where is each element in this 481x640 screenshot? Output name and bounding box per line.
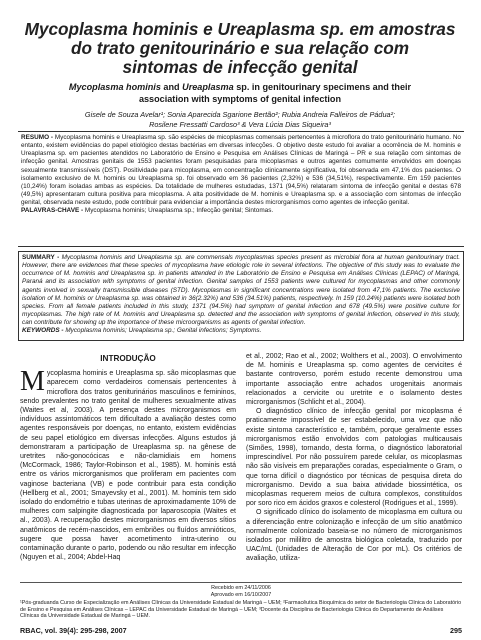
summary-box xyxy=(18,251,464,341)
authors-line-2: Rosilene Fressatti Cardoso³ & Vera Lúcia Dias Siqueira³ xyxy=(149,119,331,129)
right-paragraph-3: O significado clínico do isolamento de micoplasma em cultura ou a diferenciação entre colonização e infecção de um sítio anatômico normalmente colonizado baseia-se no número de microrganismos isolados por mililitro de amostra biológica coletada, traduzido por UAC/mL (Unidades de Alteração de Cor por mL). Os critérios de avaliação, utiliza- xyxy=(246,509,462,563)
keywords-label: KEYWORDS - xyxy=(22,327,64,335)
page-number: 295 xyxy=(450,626,462,635)
resumo-text: Mycoplasma hominis e Ureaplasma sp. são espécies de micoplasmas comensais pertencentes à microflora do trato genitourinário humano. No entanto, existem evidências do papel etiológico destas bactérias em diversas infecções. O objetivo deste estudo foi avaliar a ocorrência de M. hominis e Ureaplasma sp. em pacientes atendidos no Laboratório de Ensino e Pesquisa em Análises Clínicas de Maringá – PR e sua relação com sintomas de infecção genital. Amostras genitais de 1553 pacientes foram pesquisadas para micoplasmas e outros agentes comumente envolvidos em doenças sexualmente transmissíveis (DST). Positividade para micoplasma, em concentração clinicamente significativa, foi observada em 47,1% dos pacientes. O isolamento exclusivo de M. hominis ou Ureaplasma sp. foi observado em 36 pacientes (2,32%) e 536 (34,51%), respectivamente. Em 159 pacientes (10,24%) foram isoladas ambas as espécies. Da totalidade de mulheres estudadas, 1371 (94,5%) relataram sintoma de infecção genital e destas 678 (49,5%) apresentaram cultura positiva para micoplasma. A alta positividade de M. hominis e Ureaplasma sp. e a associação com sintomas de infecção genital, observada neste estudo, pode contribuir para evidenciar a importância destes microrganismos como agentes de infecção genital. xyxy=(21,134,461,207)
right-paragraph-2: O diagnóstico clínico de infecção genital por micoplasma é praticamente impossível de ser estabelecido, uma vez que não existe sintoma característico e, também, porque geralmente esses microrganismos estão envolvidos com patologias multicausais (Simões, 1998), tornando, desta forma, o diagnóstico laboratorial imprescindível. Por não possuírem parede celular, os micoplasmas não são visíveis em preparações coradas, especialmente o Gram, o que torna difícil o diagnóstico por técnicas de pesquisa direta do microrganismo. Devido a sua baixa atividade biossintética, os micoplasmas requerem meios de cultura complexos, constituídos por soro rico em ácidos graxos e colesterol (Rodrigues et al., 1999). xyxy=(246,408,462,508)
summary-label: SUMMARY - xyxy=(22,254,60,261)
affiliation-note: ¹Pós-graduanda Curso de Especialização em Análises Clínicas da Universidade Estadual de Maringá – UEM; ²Farmacêutica Bioquímica do setor de Bacteriologia Clínica do Laboratório de Ensino e Pesquisa em Análises Clínicas – LEPAC da Universidade Estadual de Maringá – UEM; ³Docente da Disciplina de Bacteriologia Clínica do Departamento de Análises Clínicas da Universidade Estadual de Maringá – UEM. xyxy=(20,600,462,620)
english-title xyxy=(22,82,458,105)
page-footer xyxy=(20,626,462,635)
right-column xyxy=(246,352,462,564)
approved-date: Aprovado em 16/10/2007 xyxy=(210,591,272,598)
intro-heading: INTRODUÇÃO xyxy=(100,354,156,363)
footnotes xyxy=(20,582,462,620)
palavras-chave-text: Mycoplasma hominis; Ureaplasma sp.; Infecção genital; Sintomas. xyxy=(83,207,274,215)
title-line-1: Mycoplasma hominis e Ureaplasma sp. em amostras xyxy=(24,19,456,39)
received-date: Recebido em 24/11/2006 xyxy=(211,585,271,591)
palavras-chave-label: PALAVRAS-CHAVE - xyxy=(21,207,84,215)
intro-paragraph-1: Mycoplasma hominis e Ureaplasma sp. são micoplasmas que aparecem como verdadeiros comensais pertencentes à microflora dos tratos geniturinários masculinos e femininos, sendo prevalentes no trato genital de mulheres sexualmente ativas (Waites et al, 2003). A presença destes microrganismos em indivíduos assintomáticos tem dificultado a avaliação destes como agentes responsáveis por doenças, no entanto, existem evidências de seu papel etiológico em diversas infecções. Alguns estudos já demonstraram a participação de Ureaplasma sp. na gênese de uretrites não-gonocócicas e não-clamidiais em homens (McCormack, 1986; Taylor-Robinson et al., 1985). M. hominis está entre os vários microrganismos que proliferam em pacientes com vaginose bacteriana (VB) e pode contribuir para esta condição (Hellberg et al., 2001; Smayevsky et al., 2001). M. hominis tem sido isolado do endométrio e tubas uterinas de aproximadamente 10% de mulheres com salpingite diagnosticada por laparoscopia (Waites et al., 2003). A recuperação destes microrganismos em diversos sítios anatômicos de recém-nascidos, em embriões ou fluídos amnióticos, sugere que possa haver acometimento intra-uterino ou contaminação durante o parto, podendo ou não resultar em infecção (Nguyen et al., 2004; Abdel-Haq xyxy=(20,366,236,562)
authors-line-1: Gisele de Souza Avelar¹; Sonia Aparecida Sgarione Bertão²; Rubia Andreia Falleiros de Pádua²; xyxy=(84,110,396,119)
summary-text: Mycoplasma hominis and Ureaplasma sp. are commensals mycoplasmas species present as microbial flora at human genitourinary tract. However, there are evidences that these species of mycoplasma have etiologic role in several infections. The objective of this study was to evaluate the occurrence of M. hominis and Ureaplasma sp. in patients attended in the Laboratório de Ensino e Pesquisa em Análises Clínicas (LEPAC) of Maringá, Paraná and its association with symptoms of genital infection. Genital samples of 1553 patients were cultured for mycoplasmas and other commonly agents involved in sexually transmissible diseases (STD). Mycoplasmas in significant concentrations were isolated from 47,1% patients. The exclusive isolation of M. hominis or Ureaplasma sp. was obtained in 36(2.32%) and 536 (34.51%) patients, respectively. In 159 (10.24%) patients were isolated both species. From all female patients included in this study, 1371 (94.5%) had symptom of genital infection and 678 (49.5%) were positive culture for mycoplasmas. The high rate of M. hominis and Ureaplasma sp. detected and the association with symptoms of genital infection, observed in this study, can contribute for showing up the importance of these microorganisms as agents of genital infection. xyxy=(22,254,460,327)
authors xyxy=(20,110,460,129)
english-title-line-1: Mycoplasma hominis and Ureaplasma sp. in genitourinary specimens and their xyxy=(68,82,412,92)
keywords-text: Mycoplasma hominis; Ureaplasma sp.; Genital infections; Symptoms. xyxy=(63,327,262,335)
drop-cap: M xyxy=(20,366,45,398)
left-column xyxy=(20,352,236,562)
journal-citation: RBAC, vol. 39(4): 295-298, 2007 xyxy=(20,626,127,635)
article-title xyxy=(20,20,460,77)
title-line-2: do trato genitourinário e sua relação com xyxy=(70,38,410,58)
english-title-line-2: association with symptoms of genital infection xyxy=(138,93,342,104)
dates xyxy=(20,585,462,598)
resumo-box xyxy=(18,131,464,247)
resumo-label: RESUMO - xyxy=(21,134,54,141)
title-line-3: sintomas de infecção genital xyxy=(122,57,358,77)
right-paragraph-1: et al., 2002; Rao et al., 2002; Wolthers et al., 2003). O envolvimento de M. hominis e Ureaplasma sp. como agentes de cervicites é bastante controverso, porém estudo recente demonstrou uma importante associação entre achados urogenitais anormais relacionados a cervicite ou uretrite e o isolamento destes microrganismos (Schlicht et al., 2004). xyxy=(246,353,462,407)
